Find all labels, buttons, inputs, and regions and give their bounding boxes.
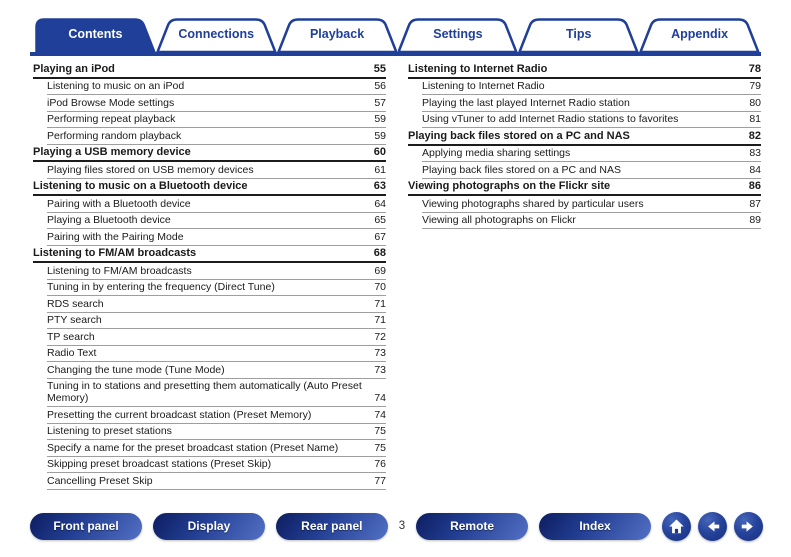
toc-entry-label: Changing the tune mode (Tune Mode) xyxy=(47,363,225,376)
toc-entry-page: 83 xyxy=(749,147,761,159)
toc-entry[interactable] xyxy=(47,112,386,129)
toc-section-page: 86 xyxy=(748,180,761,192)
toc-section-entries xyxy=(33,263,386,490)
front-panel-button[interactable]: Front panel xyxy=(30,513,142,540)
toc-entry-page: 71 xyxy=(374,314,386,326)
toc-entry-label: Playing a Bluetooth device xyxy=(47,214,171,226)
page-number: 3 xyxy=(398,520,406,532)
index-button[interactable]: Index xyxy=(539,513,651,540)
toc-section xyxy=(408,179,761,230)
toc-entry-page: 74 xyxy=(374,408,386,421)
toc-entry-page: 72 xyxy=(374,330,386,343)
toc-entry[interactable] xyxy=(47,229,386,246)
toc-entry-page: 77 xyxy=(374,474,386,487)
toc-entry-page: 75 xyxy=(374,425,386,437)
toc-entry-page: 65 xyxy=(374,214,386,226)
toc-entry[interactable] xyxy=(47,296,386,313)
toc-entry-label: TP search xyxy=(47,330,95,343)
tab-tips[interactable] xyxy=(518,18,639,52)
toc-entry-label: Skipping preset broadcast stations (Preset Skip) xyxy=(47,458,272,470)
footer-nav xyxy=(30,512,763,540)
toc-entry-label: Viewing photographs shared by particular users xyxy=(422,197,644,210)
toc-entry-label: Listening to preset stations xyxy=(47,425,172,437)
tab-label: Playback xyxy=(309,27,365,41)
toc-section-entries xyxy=(33,79,386,145)
toc-entry[interactable] xyxy=(47,196,386,213)
toc-left-column xyxy=(33,61,386,490)
toc-entry-label: Tuning in to stations and presetting them automatically (Auto Preset Memory) xyxy=(47,380,362,404)
toc-entry-page: 87 xyxy=(749,197,761,210)
toc-entry-label: Pairing with a Bluetooth device xyxy=(47,197,191,210)
toc-section-title: Playing an iPod xyxy=(33,62,115,75)
toc-section-header[interactable] xyxy=(33,145,386,163)
toc-right-column xyxy=(408,61,761,229)
toc-entry-label: Using vTuner to add Internet Radio stations to favorites xyxy=(422,113,679,125)
toc-entry-label: Listening to Internet Radio xyxy=(422,80,545,92)
toc-entry-label: Pairing with the Pairing Mode xyxy=(47,230,184,243)
toc-entry-page: 57 xyxy=(374,96,386,109)
toc-entry[interactable] xyxy=(47,128,386,145)
toc-entry[interactable] xyxy=(47,457,386,474)
tab-label: Tips xyxy=(565,27,592,41)
toc-entry[interactable] xyxy=(422,213,761,230)
toc-entry-label: Playing back files stored on a PC and NAS xyxy=(422,163,622,176)
back-button[interactable] xyxy=(698,512,727,541)
toc-section-title: Viewing photographs on the Flickr site xyxy=(408,180,611,192)
toc-entry-label: Playing the last played Internet Radio station xyxy=(422,96,630,109)
toc-entry[interactable] xyxy=(47,213,386,230)
toc-entry-page: 56 xyxy=(374,80,386,92)
tab-settings[interactable] xyxy=(397,18,518,52)
tab-appendix[interactable] xyxy=(639,18,760,52)
toc-entry-label: RDS search xyxy=(47,297,104,310)
toc-entry-label: Tuning in by entering the frequency (Direct Tune) xyxy=(47,281,275,293)
toc-entry-label: Listening to music on an iPod xyxy=(47,80,185,92)
toc-entry-label: Radio Text xyxy=(47,347,97,359)
toc-entry[interactable] xyxy=(422,95,761,112)
toc-entry-label: iPod Browse Mode settings xyxy=(47,96,175,109)
home-icon xyxy=(667,517,686,536)
tab-label: Appendix xyxy=(671,27,729,41)
toc-section xyxy=(408,128,761,179)
toc-entry[interactable] xyxy=(47,263,386,280)
toc-entry-page: 81 xyxy=(749,113,761,125)
toc-entry[interactable] xyxy=(47,162,386,179)
toc-entry[interactable] xyxy=(47,280,386,297)
toc-entry[interactable] xyxy=(422,146,761,163)
toc-section-header[interactable] xyxy=(33,61,386,79)
toc-section-page: 78 xyxy=(748,62,761,75)
toc-section-header[interactable] xyxy=(33,246,386,264)
table-of-contents xyxy=(33,61,761,490)
toc-entry-label: Presetting the current broadcast station (Preset Memory) xyxy=(47,408,312,421)
tab-label: Settings xyxy=(433,27,483,41)
remote-button[interactable]: Remote xyxy=(416,513,528,540)
toc-section-page: 63 xyxy=(373,180,386,192)
toc-section xyxy=(33,145,386,179)
forward-button[interactable] xyxy=(734,512,763,541)
toc-entry[interactable] xyxy=(47,95,386,112)
toc-section xyxy=(33,246,386,490)
toc-entry[interactable] xyxy=(47,407,386,424)
toc-entry[interactable] xyxy=(47,79,386,96)
toc-entry-page: 80 xyxy=(749,96,761,109)
toc-entry-page: 89 xyxy=(749,214,761,226)
toc-entry-page: 59 xyxy=(374,129,386,142)
toc-entry-label: Performing random playback xyxy=(47,129,182,142)
tab-contents[interactable] xyxy=(35,18,156,52)
toc-entry[interactable] xyxy=(422,196,761,213)
toc-section-header[interactable] xyxy=(408,61,761,79)
toc-entry-page: 75 xyxy=(374,441,386,454)
rear-panel-button[interactable]: Rear panel xyxy=(276,513,388,540)
toc-section-entries xyxy=(408,146,761,179)
toc-entry-page: 70 xyxy=(374,281,386,293)
tab-playback[interactable] xyxy=(277,18,398,52)
toc-entry-page: 73 xyxy=(374,347,386,359)
toc-entry-page: 76 xyxy=(374,458,386,470)
toc-entry-page: 61 xyxy=(374,163,386,176)
toc-section-page: 55 xyxy=(373,62,386,75)
tab-label: Connections xyxy=(178,27,255,41)
tab-label: Contents xyxy=(68,27,123,41)
toc-entry-page: 59 xyxy=(374,113,386,125)
forward-icon xyxy=(739,517,758,536)
toc-section xyxy=(33,61,386,145)
tab-bar-rule xyxy=(30,52,761,56)
toc-section-title: Listening to Internet Radio xyxy=(408,62,548,75)
nav-icon-group xyxy=(662,512,763,541)
toc-section-title: Playing back files stored on a PC and NAS xyxy=(408,129,630,142)
back-icon xyxy=(703,517,722,536)
toc-entry-label: Viewing all photographs on Flickr xyxy=(422,214,576,226)
toc-section-entries xyxy=(408,196,761,229)
toc-entry-label: Applying media sharing settings xyxy=(422,147,571,159)
toc-section-entries xyxy=(33,162,386,179)
tab-connections[interactable] xyxy=(156,18,277,52)
toc-entry-label: Performing repeat playback xyxy=(47,113,176,125)
toc-entry[interactable] xyxy=(47,362,386,379)
toc-section-entries xyxy=(408,79,761,129)
toc-entry-page: 69 xyxy=(374,264,386,277)
toc-section xyxy=(33,179,386,246)
display-button[interactable]: Display xyxy=(153,513,265,540)
toc-section xyxy=(408,61,761,128)
toc-entry-page: 71 xyxy=(374,297,386,310)
toc-entry[interactable] xyxy=(422,162,761,179)
toc-entry[interactable] xyxy=(47,424,386,441)
toc-section-page: 68 xyxy=(373,247,386,259)
tab-bar xyxy=(35,18,760,52)
toc-section-header[interactable] xyxy=(408,128,761,146)
toc-entry[interactable] xyxy=(47,440,386,457)
toc-section-page: 82 xyxy=(748,129,761,142)
toc-entry-label: Listening to FM/AM broadcasts xyxy=(47,264,192,277)
toc-entry-page: 67 xyxy=(374,230,386,243)
toc-section-header[interactable] xyxy=(33,179,386,197)
toc-section-page: 60 xyxy=(373,146,386,158)
toc-entry[interactable] xyxy=(47,346,386,363)
toc-entry-page: 79 xyxy=(749,80,761,92)
toc-entry[interactable] xyxy=(422,79,761,96)
toc-entry-page: 74 xyxy=(374,392,386,404)
toc-entry[interactable] xyxy=(47,473,386,490)
toc-entry-page: 73 xyxy=(374,363,386,376)
toc-section-entries xyxy=(33,196,386,246)
toc-section-title: Playing a USB memory device xyxy=(33,146,191,158)
toc-entry[interactable] xyxy=(422,112,761,129)
toc-section-title: Listening to FM/AM broadcasts xyxy=(33,247,197,259)
toc-entry-label: Cancelling Preset Skip xyxy=(47,474,153,487)
toc-entry[interactable] xyxy=(47,329,386,346)
toc-entry-label: Specify a name for the preset broadcast station (Preset Name) xyxy=(47,441,339,454)
toc-entry[interactable] xyxy=(47,379,386,408)
toc-entry-label: Playing files stored on USB memory devices xyxy=(47,163,254,176)
toc-section-title: Listening to music on a Bluetooth device xyxy=(33,180,248,192)
home-button[interactable] xyxy=(662,512,691,541)
toc-entry-label: PTY search xyxy=(47,314,102,326)
toc-section-header[interactable] xyxy=(408,179,761,197)
toc-entry-page: 64 xyxy=(374,197,386,210)
toc-entry-page: 84 xyxy=(749,163,761,176)
toc-entry[interactable] xyxy=(47,313,386,330)
